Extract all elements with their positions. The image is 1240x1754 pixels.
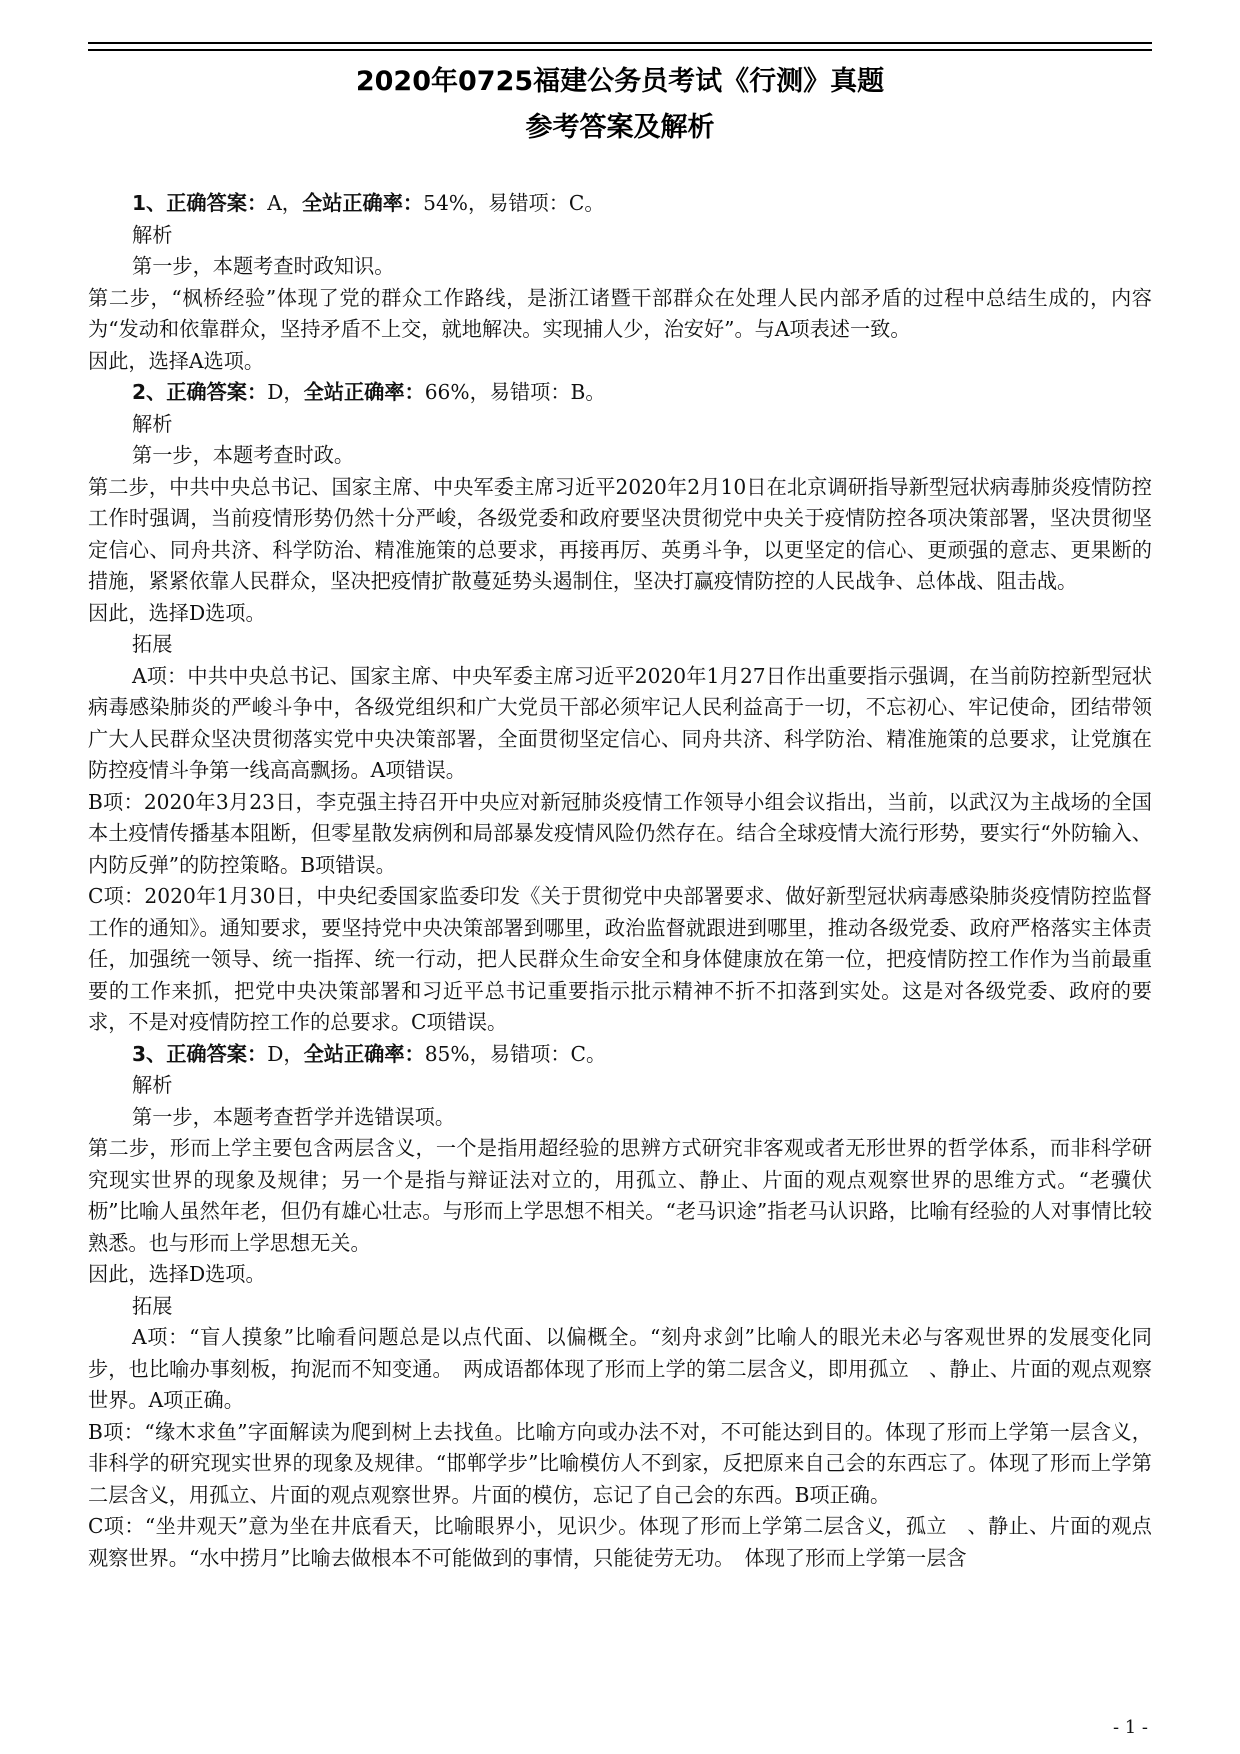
q3-extension-label: 拓展 bbox=[132, 1293, 173, 1318]
q2-extension-label: 拓展 bbox=[132, 632, 173, 656]
q2-conclusion: 因此，选择D选项。 bbox=[88, 600, 266, 625]
q1-answer-label: 正确答案： bbox=[166, 191, 268, 215]
q1-step2: 第二步，“枫桥经验”体现了党的群众工作路线，是浙江诸暨干部群众在处理人民内部矛盾的过程中总结生成的，内容为“发动和依靠群众，坚持矛盾不上交，就地解决。实现捕人少，治安好”。与A项表述一致。 bbox=[88, 285, 1152, 341]
page-subtitle: 参考答案及解析 bbox=[525, 112, 715, 143]
q2-analysis-label: 解析 bbox=[132, 411, 173, 436]
q3-number: 3、 bbox=[132, 1041, 167, 1066]
q1-step1: 第一步，本题考查时政知识。 bbox=[132, 254, 395, 278]
q3-answer: D， bbox=[267, 1041, 304, 1066]
q2-step1: 第一步，本题考查时政。 bbox=[132, 443, 355, 467]
header-rule-thick bbox=[88, 42, 1152, 44]
header-rule-thin bbox=[88, 49, 1152, 51]
q3-ext-c: C项：“坐井观天”意为坐在井底看天，比喻眼界小，见识少。体现了形而上学第二层含义，孤立 、静止、片面的观点观察世界。“水中捞月”比喻去做根本不可能做到的事情，只能徒劳无功。 体现了形而上学第一层含 bbox=[88, 1514, 1152, 1570]
q2-rate: 66%，易错项：B。 bbox=[424, 380, 606, 404]
q3-answer-label: 正确答案： bbox=[166, 1041, 268, 1066]
q1-rate: 54%，易错项：C。 bbox=[423, 191, 605, 215]
q2-step2: 第二步，中共中央总书记、国家主席、中央军委主席习近平2020年2月10日在北京调研指导新型冠状病毒肺炎疫情防控工作时强调，当前疫情形势仍然十分严峻，各级党委和政府要坚决贯彻党中央关于疫情防控各项决策部署，坚决贯彻坚定信心、同舟共济、科学防治、精准施策的总要求，再接再厉、英勇斗争，以更坚定的信心、更顽强的意志、更果断的措施，紧紧依靠人民群众，坚决把疫情扩散蔓延势头遏制住，坚决打赢疫情防控的人民战争、总体战、阻击战。 bbox=[88, 474, 1152, 593]
question-3-header bbox=[88, 1039, 1152, 1071]
q1-conclusion: 因此，选择A选项。 bbox=[88, 348, 265, 373]
q3-conclusion: 因此，选择D选项。 bbox=[88, 1262, 266, 1286]
q2-ext-c: C项：2020年1月30日，中央纪委国家监委印发《关于贯彻党中央部署要求、做好新型冠状病毒感染肺炎疫情防控监督工作的通知》。通知要求，要坚持党中央决策部署到哪里，政治监督就跟进到哪里，推动各级党委、政府严格落实主体责任，加强统一领导、统一指挥、统一行动，把人民群众生命安全和身体健康放在第一位，把疫情防控工作作为当前最重要的工作来抓，把党中央决策部署和习近平总书记重要指示批示精神不折不扣落到实处。这是对各级党委、政府的要求，不是对疫情防控工作的总要求。C项错误。 bbox=[88, 884, 1152, 1034]
q1-answer: A， bbox=[267, 191, 302, 215]
q1-rate-label: 全站正确率： bbox=[301, 191, 424, 215]
q3-rate: 85%，易错项：C。 bbox=[424, 1041, 607, 1066]
q3-step1: 第一步，本题考查哲学并选错误项。 bbox=[132, 1104, 456, 1129]
q2-ext-a: A项：中共中央总书记、国家主席、中央军委主席习近平2020年1月27日作出重要指示强调，在当前防控新型冠状病毒感染肺炎的严峻斗争中，各级党组织和广大党员干部必须牢记人民利益高于一切，不忘初心、牢记使命，团结带领广大人民群众坚决贯彻落实党中央决策部署，全面贯彻坚定信心、同舟共济、科学防治、精准施策的总要求，让党旗在防控疫情斗争第一线高高飘扬。A项错误。 bbox=[88, 663, 1152, 782]
q2-rate-label: 全站正确率： bbox=[303, 380, 425, 404]
q3-ext-b: B项：“缘木求鱼”字面解读为爬到树上去找鱼。比喻方向或办法不对，不可能达到目的。体现了形而上学第一层含义，非科学的研究现实世界的现象及规律。“邯郸学步”比喻模仿人不到家，反把原来自己会的东西忘了。体现了形而上学第二层含义，用孤立、片面的观点观察世界。片面的模仿，忘记了自己会的东西。B项正确。 bbox=[88, 1419, 1152, 1507]
q1-analysis-label: 解析 bbox=[132, 222, 173, 247]
page-number: - 1 - bbox=[1112, 1717, 1148, 1738]
q1-number: 1、 bbox=[132, 191, 167, 215]
question-2-header bbox=[88, 377, 1152, 409]
answer-content bbox=[88, 188, 1152, 1574]
q3-analysis-label: 解析 bbox=[132, 1073, 173, 1097]
q2-answer: D， bbox=[267, 380, 304, 404]
q3-step2: 第二步，形而上学主要包含两层含义，一个是指用超经验的思辨方式研究非客观或者无形世界的哲学体系，而非科学研究现实世界的现象及规律；另一个是指与辩证法对立的，用孤立、静止、片面的观点观察世界的思维方式。“老骥伏枥”比喻人虽然年老，但仍有雄心壮志。与形而上学思想不相关。“老马识途”指老马认识路，比喻有经验的人对事情比较熟悉。也与形而上学思想无关。 bbox=[88, 1136, 1152, 1255]
q2-answer-label: 正确答案： bbox=[166, 380, 268, 404]
question-1-header bbox=[88, 188, 1152, 220]
page-title: 2020年0725福建公务员考试《行测》真题 bbox=[355, 66, 885, 97]
q3-ext-a: A项：“盲人摸象”比喻看问题总是以点代面、以偏概全。“刻舟求剑”比喻人的眼光未必与客观世界的发展变化同步，也比喻办事刻板，拘泥而不知变通。 两成语都体现了形而上学的第二层含义，即用孤立 、静止、片面的观点观察世界。A项正确。 bbox=[88, 1325, 1152, 1412]
q3-rate-label: 全站正确率： bbox=[303, 1041, 425, 1066]
q2-ext-b: B项：2020年3月23日，李克强主持召开中央应对新冠肺炎疫情工作领导小组会议指出，当前，以武汉为主战场的全国本土疫情传播基本阻断，但零星散发病例和局部暴发疫情风险仍然存在。结合全球疫情大流行形势，要实行“外防输入、内防反弹”的防控策略。B项错误。 bbox=[88, 789, 1152, 877]
q2-number: 2、 bbox=[132, 380, 167, 404]
